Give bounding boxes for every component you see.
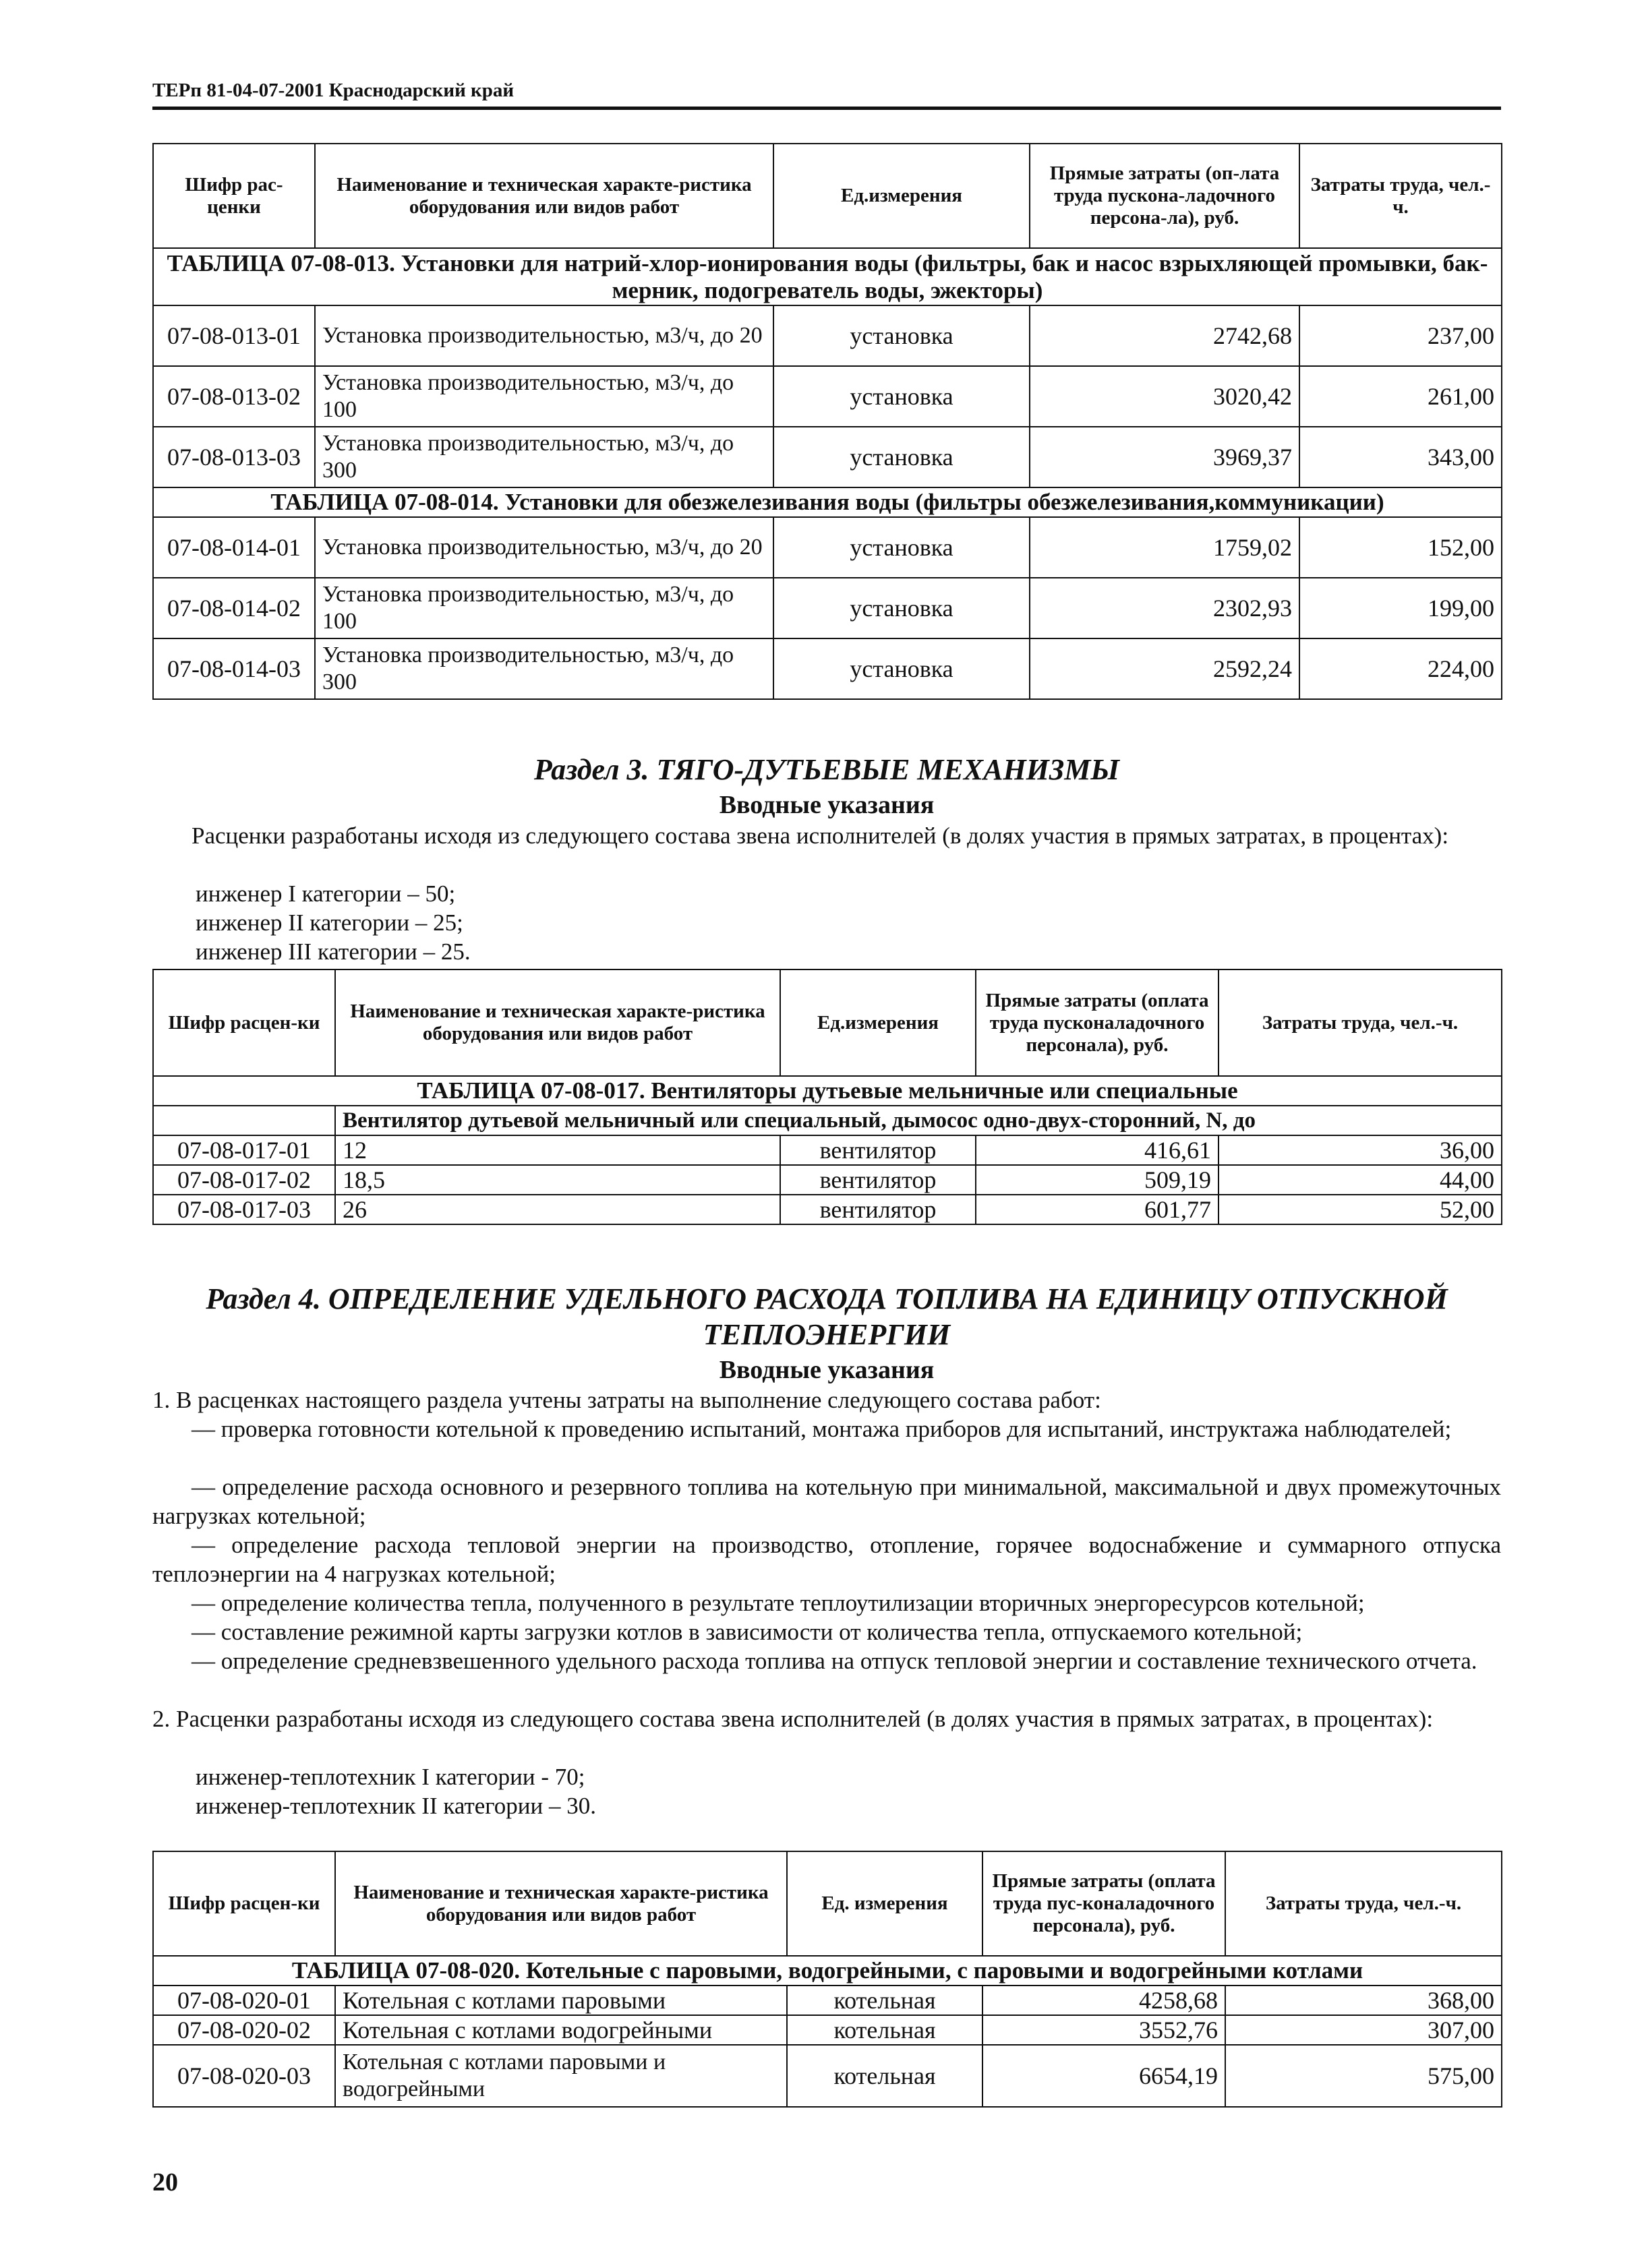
name-cell: Котельная с котлами водогрейными <box>335 2015 787 2045</box>
work-item: — определение расхода основного и резервного топлива на котельную при минимальной, максимальной и двух промежуточных нагрузках котельной; <box>152 1474 1501 1529</box>
code-cell: 07-08-014-01 <box>153 517 315 578</box>
name-cell: Установка производительностью, м3/ч, до 300 <box>315 638 773 699</box>
table-row <box>153 578 1502 638</box>
section-4-title-cont: ТЕПЛОЭНЕРГИИ <box>703 1318 951 1351</box>
code-cell: 07-08-020-01 <box>153 1986 335 2015</box>
name-cell: Установка производительностью, м3/ч, до 20 <box>315 517 773 578</box>
labor-cell: 152,00 <box>1299 517 1502 578</box>
rates-table-1 <box>152 143 1502 700</box>
col-header-code: Шифр рас-ценки <box>153 144 315 248</box>
code-cell: 07-08-013-02 <box>153 366 315 427</box>
labor-cell: 224,00 <box>1299 638 1502 699</box>
code-cell: 07-08-020-03 <box>153 2045 335 2107</box>
table-row <box>153 2045 1502 2107</box>
unit-cell: установка <box>773 305 1030 366</box>
rates-table-3 <box>152 1851 1502 2108</box>
rates-table-2 <box>152 969 1502 1225</box>
unit-cell: установка <box>773 638 1030 699</box>
col-header-labor: Затраты труда, чел.-ч. <box>1219 969 1502 1076</box>
table-row <box>153 1135 1502 1165</box>
direct-cost-cell: 2742,68 <box>1030 305 1299 366</box>
table-row <box>153 427 1502 487</box>
table-row <box>153 305 1502 366</box>
labor-cell: 307,00 <box>1225 2015 1502 2045</box>
labor-cell: 199,00 <box>1299 578 1502 638</box>
unit-cell: установка <box>773 427 1030 487</box>
work-item: — определение расхода тепловой энергии на производство, отопление, горячее водоснабжение и суммарного отпуска теплоэнергии на 4 нагрузках котельной; <box>152 1532 1501 1587</box>
labor-cell: 575,00 <box>1225 2045 1502 2107</box>
table-row <box>153 517 1502 578</box>
code-cell: 07-08-020-02 <box>153 2015 335 2045</box>
table-row <box>153 638 1502 699</box>
staff-item: инженер-теплотехник I категории - 70; <box>196 1764 585 1790</box>
col-header-unit: Ед.измерения <box>780 969 976 1076</box>
name-cell: Установка производительностью, м3/ч, до 20 <box>315 305 773 366</box>
section-3-intro: Расценки разработаны исходя из следующего состава звена исполнителей (в долях участия в прямых затратах, в процентах): <box>192 823 1449 849</box>
name-cell: Установка производительностью, м3/ч, до 100 <box>315 578 773 638</box>
name-cell: Котельная с котлами паровыми <box>335 1986 787 2015</box>
unit-cell: установка <box>773 578 1030 638</box>
labor-cell: 36,00 <box>1219 1135 1502 1165</box>
labor-cell: 343,00 <box>1299 427 1502 487</box>
section-4-point-1: 1. В расценках настоящего раздела учтены затраты на выполнение следующего состава работ: <box>152 1387 1101 1413</box>
name-cell: 12 <box>335 1135 780 1165</box>
section-heading: ТАБЛИЦА 07-08-014. Установки для обезжелезивания воды (фильтры обезжелезивания,коммуникации) <box>153 487 1502 517</box>
staff-item: инженер-теплотехник II категории – 30. <box>196 1793 596 1819</box>
direct-cost-cell: 1759,02 <box>1030 517 1299 578</box>
col-header-name: Наименование и техническая характе-ристика оборудования или видов работ <box>315 144 773 248</box>
col-header-name: Наименование и техническая характе-ристика оборудования или видов работ <box>335 1851 787 1956</box>
col-header-labor: Затраты труда, чел.-ч. <box>1299 144 1502 248</box>
unit-cell: вентилятор <box>780 1195 976 1224</box>
col-header-labor: Затраты труда, чел.-ч. <box>1225 1851 1502 1956</box>
section-3-title: Раздел 3. ТЯГО-ДУТЬЕВЫЕ МЕХАНИЗМЫ <box>533 753 1120 786</box>
name-cell: Установка производительностью, м3/ч, до 100 <box>315 366 773 427</box>
labor-cell: 237,00 <box>1299 305 1502 366</box>
code-cell: 07-08-017-01 <box>153 1135 335 1165</box>
table-row <box>153 1165 1502 1195</box>
section-heading: ТАБЛИЦА 07-08-020. Котельные с паровыми, водогрейными, с паровыми и водогрейными котлами <box>153 1956 1502 1986</box>
staff-item: инженер III категории – 25. <box>196 938 471 965</box>
direct-cost-cell: 2592,24 <box>1030 638 1299 699</box>
col-header-code: Шифр расцен-ки <box>153 1851 335 1956</box>
code-cell: 07-08-017-03 <box>153 1195 335 1224</box>
direct-cost-cell: 601,77 <box>976 1195 1219 1224</box>
code-cell: 07-08-014-03 <box>153 638 315 699</box>
direct-cost-cell: 3969,37 <box>1030 427 1299 487</box>
direct-cost-cell: 509,19 <box>976 1165 1219 1195</box>
name-cell: Котельная с котлами паровыми и водогрейными <box>335 2045 787 2107</box>
direct-cost-cell: 6654,19 <box>982 2045 1225 2107</box>
name-cell: Установка производительностью, м3/ч, до 300 <box>315 427 773 487</box>
unit-cell: вентилятор <box>780 1135 976 1165</box>
unit-cell: котельная <box>787 2015 982 2045</box>
table-row <box>153 1195 1502 1224</box>
unit-cell: котельная <box>787 1986 982 2015</box>
direct-cost-cell: 3020,42 <box>1030 366 1299 427</box>
section-3-subtitle: Вводные указания <box>719 791 935 819</box>
work-item: — определение средневзвешенного удельного расхода топлива на отпуск тепловой энергии и составление технического отчета. <box>192 1648 1477 1674</box>
col-header-direct-costs: Прямые затраты (оплата труда пус-коналадочного персонала), руб. <box>982 1851 1225 1956</box>
subsection-heading: Вентилятор дутьевой мельничный или специальный, дымосос одно-двух-сторонний, N, до <box>335 1106 1502 1135</box>
work-item: — определение количества тепла, полученного в результате теплоутилизации вторичных энергоресурсов котельной; <box>192 1590 1365 1616</box>
labor-cell: 261,00 <box>1299 366 1502 427</box>
code-cell: 07-08-013-03 <box>153 427 315 487</box>
table-row <box>153 2015 1502 2045</box>
header-rule <box>152 107 1501 110</box>
code-cell: 07-08-017-02 <box>153 1165 335 1195</box>
direct-cost-cell: 2302,93 <box>1030 578 1299 638</box>
name-cell: 18,5 <box>335 1165 780 1195</box>
col-header-name: Наименование и техническая характе-ристика оборудования или видов работ <box>335 969 780 1076</box>
page-number: 20 <box>152 2168 178 2197</box>
work-item: — составление режимной карты загрузки котлов в зависимости от количества тепла, отпускаемого котельной; <box>192 1619 1303 1645</box>
direct-cost-cell: 416,61 <box>976 1135 1219 1165</box>
code-cell: 07-08-014-02 <box>153 578 315 638</box>
col-header-direct-costs: Прямые затраты (оп-лата труда пускона-ладочного персона-ла), руб. <box>1030 144 1299 248</box>
unit-cell: вентилятор <box>780 1165 976 1195</box>
direct-cost-cell: 3552,76 <box>982 2015 1225 2045</box>
unit-cell: установка <box>773 366 1030 427</box>
staff-item: инженер I категории – 50; <box>196 881 456 907</box>
col-header-code: Шифр расцен-ки <box>153 969 335 1076</box>
staff-item: инженер II категории – 25; <box>196 909 463 936</box>
section-4-subtitle: Вводные указания <box>719 1356 935 1384</box>
name-cell: 26 <box>335 1195 780 1224</box>
col-header-unit: Ед.измерения <box>773 144 1030 248</box>
code-cell: 07-08-013-01 <box>153 305 315 366</box>
section-4-title: Раздел 4. ОПРЕДЕЛЕНИЕ УДЕЛЬНОГО РАСХОДА ТОПЛИВА НА ЕДИНИЦУ ОТПУСКНОЙ <box>206 1282 1448 1315</box>
section-4-point-2: 2. Расценки разработаны исходя из следующего состава звена исполнителей (в долях участия в прямых затратах, в процентах): <box>152 1706 1434 1732</box>
labor-cell: 52,00 <box>1219 1195 1502 1224</box>
work-item: — проверка готовности котельной к проведению испытаний, монтажа приборов для испытаний, инструктажа наблюдателей; <box>192 1416 1452 1442</box>
empty-cell <box>153 1106 335 1135</box>
unit-cell: установка <box>773 517 1030 578</box>
page-header: ТЕРп 81-04-07-2001 Краснодарский край <box>152 80 515 101</box>
col-header-direct-costs: Прямые затраты (оплата труда пусконаладочного персонала), руб. <box>976 969 1219 1076</box>
section-heading: ТАБЛИЦА 07-08-013. Установки для натрий-хлор-ионирования воды (фильтры, бак и насос взрыхляющей промывки, бак-мерник, подогреватель воды, эжекторы) <box>153 248 1502 305</box>
direct-cost-cell: 4258,68 <box>982 1986 1225 2015</box>
table-row <box>153 366 1502 427</box>
labor-cell: 368,00 <box>1225 1986 1502 2015</box>
table-row <box>153 1986 1502 2015</box>
section-heading: ТАБЛИЦА 07-08-017. Вентиляторы дутьевые мельничные или специальные <box>153 1076 1502 1106</box>
col-header-unit: Ед. измерения <box>787 1851 982 1956</box>
unit-cell: котельная <box>787 2045 982 2107</box>
labor-cell: 44,00 <box>1219 1165 1502 1195</box>
